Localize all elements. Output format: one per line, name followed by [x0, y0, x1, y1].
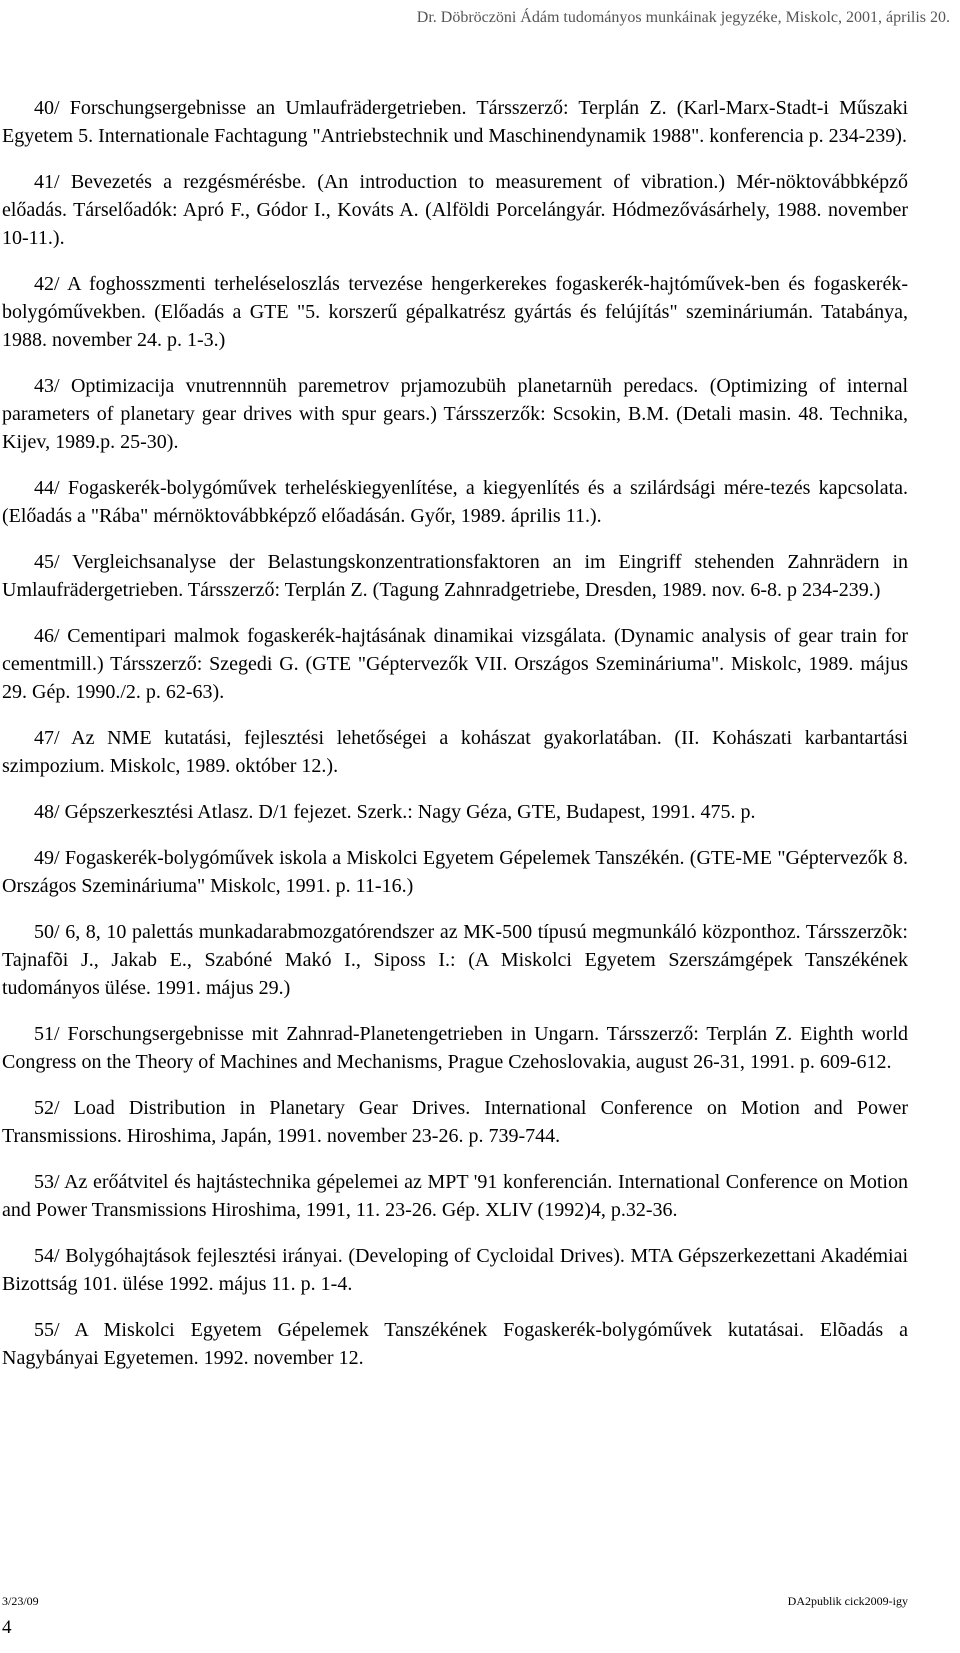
list-item	[2, 372, 908, 456]
entry-number: 41/	[34, 171, 60, 193]
list-item	[2, 1020, 908, 1076]
entry-number: 45/	[34, 551, 60, 573]
list-item	[2, 622, 908, 706]
list-item	[2, 168, 908, 252]
entry-text: Fogaskerék-bolygóművek terheléskiegyenlítése, a kiegyenlítés és a szilárdsági mére-tezés kapcsolata. (Előadás a "Rába" mérnöktovábbképző előadásán. Győr, 1989. április 11.).	[2, 477, 909, 527]
entry-text: Bevezetés a rezgésmérésbe. (An introduction to measurement of vibration.) Mér-nöktovábbképző előadás. Társelőadók: Apró F., Gódor I., Kováts A. (Alföldi Porcelángyár. Hódmezővásárhely, 1988. november 10-11.).	[2, 171, 908, 249]
entry-text: Az erőátvitel és hajtástechnika gépelemei az MPT '91 konferencián. International Conference on Motion and Power Transmissions Hiroshima, 1991, 11. 23-26. Gép. XLIV (1992)4, p.32-36.	[2, 1171, 908, 1221]
entry-number: 52/	[34, 1097, 60, 1119]
list-item	[2, 1094, 908, 1150]
entry-number: 48/	[34, 801, 60, 823]
footer-date: 3/23/09	[2, 1594, 39, 1608]
list-item	[2, 548, 908, 604]
list-item	[2, 270, 908, 354]
entry-text: Forschungsergebnisse an Umlaufrädergetrieben. Társszerző: Terplán Z. (Karl-Marx-Stadt-i Műszaki Egyetem 5. Internationale Fachtagung "Antriebstechnik und Maschinendynamik 1988". konferencia p. 234-239).	[2, 97, 908, 147]
publication-list	[2, 94, 908, 1390]
entry-number: 53/	[34, 1171, 60, 1193]
entry-text: Bolygóhajtások fejlesztési irányai. (Developing of Cycloidal Drives). MTA Gépszerkezettani Akadémiai Bizottság 101. ülése 1992. május 11. p. 1-4.	[2, 1245, 909, 1295]
footer-filename: DA2publik cick2009-igy	[787, 1594, 908, 1608]
entry-number: 40/	[34, 97, 60, 119]
entry-number: 55/	[34, 1319, 60, 1341]
entry-text: Cementipari malmok fogaskerék-hajtásának dinamikai vizsgálata. (Dynamic analysis of gear train for cementmill.) Társszerző: Szegedi G. (GTE "Géptervezők VII. Országos Szemináriuma". Miskolc, 1989. május 29. Gép. 1990./2. p. 62-63).	[2, 625, 909, 703]
entry-text: Gépszerkesztési Atlasz. D/1 fejezet. Szerk.: Nagy Géza, GTE, Budapest, 1991. 475. p.	[64, 801, 756, 823]
entry-number: 44/	[34, 477, 60, 499]
page-number: 4	[2, 1617, 12, 1638]
list-item	[2, 844, 908, 900]
entry-number: 42/	[34, 273, 60, 295]
entry-text: Fogaskerék-bolygóművek iskola a Miskolci Egyetem Gépelemek Tanszékén. (GTE-ME "Géptervezők 8. Országos Szemináriuma" Miskolc, 1991. p. 11-16.)	[2, 847, 908, 897]
list-item	[2, 798, 908, 826]
entry-number: 46/	[34, 625, 60, 647]
list-item	[2, 1242, 908, 1298]
list-item	[2, 474, 908, 530]
list-item	[2, 94, 908, 150]
entry-text: Load Distribution in Planetary Gear Drives. International Conference on Motion and Power Transmissions. Hiroshima, Japán, 1991. november 23-26. p. 739-744.	[2, 1097, 909, 1147]
entry-text: Forschungsergebnisse mit Zahnrad-Planetengetrieben in Ungarn. Társszerző: Terplán Z. Eighth world Congress on the Theory of Machines and Mechanisms, Prague Czehoslovakia, august 26-31, 1991. p. 609-612.	[2, 1023, 909, 1073]
entry-text: A Miskolci Egyetem Gépelemek Tanszékének Fogaskerék-bolygóművek kutatásai. Elõadás a Nagybányai Egyetemen. 1992. november 12.	[2, 1319, 908, 1369]
entry-number: 47/	[34, 727, 60, 749]
entry-text: Optimizacija vnutrennnüh paremetrov prjamozubüh planetarnüh peredacs. (Optimizing of internal parameters of planetary gear drives with spur gears.) Társszerzők: Scsokin, B.M. (Detali masin. 48. Technika, Kijev, 1989.p. 25-30).	[2, 375, 909, 453]
entry-number: 51/	[34, 1023, 60, 1045]
entry-number: 43/	[34, 375, 60, 397]
running-header: Dr. Döbröczöni Ádám tudományos munkáinak jegyzéke, Miskolc, 2001, április 20.	[416, 9, 950, 26]
list-item	[2, 1168, 908, 1224]
entry-text: A foghosszmenti terheléseloszlás tervezése hengerkerekes fogaskerék-hajtóművek-ben és fogaskerék-bolygóművekben. (Előadás a GTE "5. korszerű gépalkatrész gyártás és felújítás" szemináriumán. Tatabánya, 1988. november 24. p. 1-3.)	[2, 273, 908, 351]
list-item	[2, 724, 908, 780]
list-item	[2, 1316, 908, 1372]
entry-text: 6, 8, 10 palettás munkadarabmozgatórendszer az MK-500 típusú megmunkáló központhoz. Társszerzõk: Tajnafõi J., Jakab E., Szabóné Makó I., Siposs I.: (A Miskolci Egyetem Szerszámgépek Tanszékének tudományos ülése. 1991. május 29.)	[2, 921, 908, 999]
entry-text: Vergleichsanalyse der Belastungskonzentrationsfaktoren an im Eingriff stehenden Zahnrädern in Umlaufrädergetrieben. Társszerző: Terplán Z. (Tagung Zahnradgetriebe, Dresden, 1989. nov. 6-8. p 234-239.)	[2, 551, 908, 601]
entry-text: Az NME kutatási, fejlesztési lehetőségei a kohászat gyakorlatában. (II. Kohászati karbantartási szimpozium. Miskolc, 1989. október 12.).	[2, 727, 908, 777]
list-item	[2, 918, 908, 1002]
entry-number: 49/	[34, 847, 60, 869]
entry-number: 50/	[34, 921, 60, 943]
entry-number: 54/	[34, 1245, 60, 1267]
